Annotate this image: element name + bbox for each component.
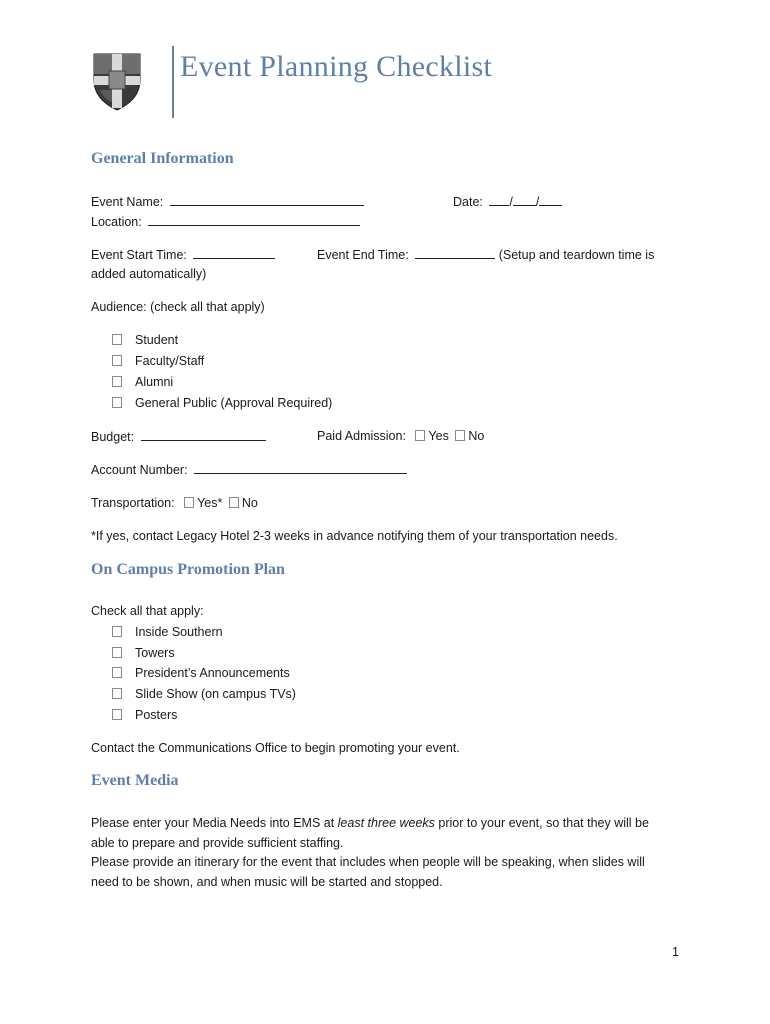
page-title: Event Planning Checklist — [180, 50, 493, 83]
checkbox-icon[interactable] — [112, 667, 122, 678]
section-heading-general: General Information — [91, 150, 234, 167]
location-label: Location: — [91, 215, 142, 229]
end-time-label: Event End Time: — [317, 248, 409, 262]
paid-no-label: No — [468, 429, 485, 443]
audience-label: Audience: (check all that apply) — [91, 300, 265, 314]
promotion-option-posters[interactable]: Posters — [112, 707, 177, 723]
end-time-note-continued: added automatically) — [91, 267, 207, 281]
promotion-option-inside-southern[interactable]: Inside Southern — [112, 624, 223, 640]
media-paragraph-1: Please enter your Media Needs into EMS at least three weeks prior to your event, so that they will be able to prepare and provide sufficient staffing. — [91, 816, 649, 850]
start-time-field — [91, 246, 275, 263]
checkbox-icon[interactable] — [112, 626, 122, 637]
paid-admission-field — [317, 428, 484, 444]
checkbox-icon[interactable] — [112, 376, 122, 387]
promotion-option-announcements[interactable]: President’s Announcements — [112, 665, 290, 681]
account-number-label: Account Number: — [91, 463, 188, 477]
section-heading-media: Event Media — [91, 772, 179, 789]
start-time-line[interactable] — [193, 246, 275, 259]
date-label: Date: — [453, 195, 483, 209]
event-name-label: Event Name: — [91, 195, 164, 209]
checkbox-icon[interactable] — [112, 647, 122, 658]
location-line[interactable] — [148, 213, 360, 226]
checkbox-icon[interactable] — [112, 334, 122, 345]
page-number: 1 — [672, 945, 679, 959]
checkbox-icon[interactable] — [112, 709, 122, 720]
checkbox-icon[interactable] — [455, 430, 465, 441]
audience-option-alumni[interactable]: Alumni — [112, 374, 173, 390]
university-crest-logo — [92, 52, 142, 112]
budget-field — [91, 428, 266, 445]
date-field: Date: / / — [453, 193, 562, 210]
promotion-check-label: Check all that apply: — [91, 604, 204, 618]
account-number-field — [91, 461, 407, 478]
event-name-line[interactable] — [170, 193, 364, 206]
transportation-note: *If yes, contact Legacy Hotel 2-3 weeks in advance notifying them of your transportation needs. — [91, 529, 618, 543]
media-emphasis: least three weeks — [337, 816, 435, 830]
paid-yes-label: Yes — [428, 429, 449, 443]
checkbox-icon[interactable] — [415, 430, 425, 441]
promotion-contact-note: Contact the Communications Office to begin promoting your event. — [91, 741, 460, 755]
checkbox-icon[interactable] — [112, 397, 122, 408]
audience-option-faculty[interactable]: Faculty/Staff — [112, 353, 204, 369]
paid-admission-label: Paid Admission: — [317, 429, 406, 443]
transportation-label: Transportation: — [91, 496, 175, 510]
event-name-field — [91, 193, 364, 210]
date-month-line[interactable] — [489, 193, 509, 206]
account-number-line[interactable] — [194, 461, 407, 474]
promotion-option-slide-show[interactable]: Slide Show (on campus TVs) — [112, 686, 296, 702]
budget-line[interactable] — [141, 428, 266, 441]
section-heading-promotion: On Campus Promotion Plan — [91, 561, 285, 578]
end-time-field — [317, 246, 654, 263]
checkbox-icon[interactable] — [229, 497, 239, 508]
audience-option-public[interactable]: General Public (Approval Required) — [112, 395, 332, 411]
end-time-line[interactable] — [415, 246, 495, 259]
checkbox-icon[interactable] — [184, 497, 194, 508]
end-time-note: (Setup and teardown time is — [498, 248, 655, 262]
location-field — [91, 213, 360, 230]
checkbox-icon[interactable] — [112, 355, 122, 366]
transport-yes-label: Yes* — [197, 496, 223, 510]
date-day-line[interactable] — [513, 193, 536, 206]
promotion-option-towers[interactable]: Towers — [112, 645, 175, 661]
start-time-label: Event Start Time: — [91, 248, 187, 262]
transportation-field — [91, 495, 258, 511]
title-divider — [172, 46, 174, 118]
checkbox-icon[interactable] — [112, 688, 122, 699]
date-year-line[interactable] — [539, 193, 562, 206]
media-paragraph-2: Please provide an itinerary for the event that includes when people will be speaking, when slides will need to be shown, and when music will be started and stopped. — [91, 855, 645, 889]
audience-option-student[interactable]: Student — [112, 332, 178, 348]
transport-no-label: No — [241, 496, 258, 510]
budget-label: Budget: — [91, 430, 135, 444]
